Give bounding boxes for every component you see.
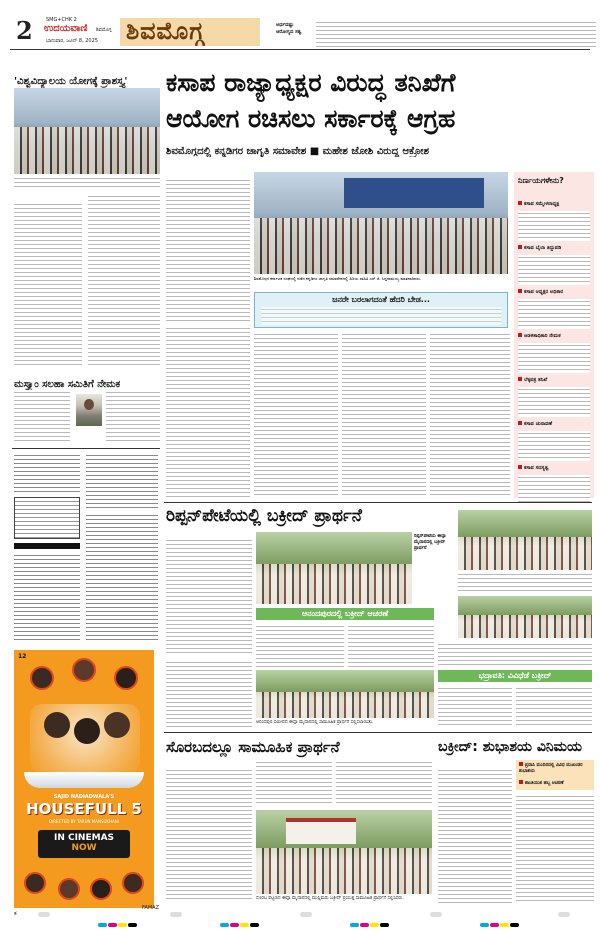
side-block-title: ಅರ್ಧದಷ್ಟು ಆರೋಗ್ಯದ ಸತ್ವ xyxy=(276,22,302,35)
sidebar-item-7 xyxy=(518,454,590,494)
sidebar-item-3-text: ಕಸಾಪ ಅಧ್ಯಕ್ಷರ ಅಧಿಕಾರ xyxy=(524,289,564,295)
main-photo-caption-text: ಶಿವಮೊಗ್ಗದ ಕರ್ನಾಟಕ ಸಂಘದಲ್ಲಿ ನಡೆದ ಕನ್ನಡಿಗರ ಜಾಗೃತಿ ಸಮಾವೇಶದಲ್ಲಿ ಹಿರಿಯ ಸಾಹಿತಿ ಎಸ್.ಜಿ. ಸಿದ್ದರಾಮಯ್ಯ ಮಾತನಾಡಿದರು. xyxy=(254,276,508,288)
classified-4-dark xyxy=(14,543,80,549)
main-headline-2: ಆಯೋಗ ರಚಿಸಲು ಸರ್ಕಾರಕ್ಕೆ ಆಗ್ರಹ xyxy=(166,104,456,133)
soraba-headline: ಸೊರಬದಲ್ಲೂ ಸಾಮೂಹಿಕ ಪ್ರಾರ್ಥನೆ xyxy=(166,738,340,756)
ad-cta xyxy=(38,830,130,858)
bakrid-photo-2-caption xyxy=(458,572,592,592)
ad-hero-2 xyxy=(74,718,100,744)
anandapura-caption: ಆನಂದಪುರ ಸಮೀಪದ ಈದ್ಗಾ ಮೈದಾನದಲ್ಲಿ ಸಾಮೂಹಿಕ ಪ್ರಾರ್ಥನೆ ಸಲ್ಲಿಸಲಾಯಿತು. xyxy=(256,720,374,725)
anandapura-headline: ಆನಂದಪುರದಲ್ಲಿ ಬಕ್ರೀದ್ ಆಚರಣೆ xyxy=(301,609,389,618)
footer-swatch-magenta xyxy=(108,923,117,927)
ad-subtitle: DIRECTED BY TARUN MANSUKHANI xyxy=(49,819,119,824)
footer-color-strip-2 xyxy=(220,912,260,931)
footer-reg-mark-5 xyxy=(558,912,570,917)
main-body-col-2 xyxy=(166,326,250,498)
footer-reg-mark-2 xyxy=(170,912,182,917)
ad-figure-3 xyxy=(114,666,138,690)
ad-center-figures xyxy=(30,704,140,774)
sidebar-item-6-text: ಕಸಾಪ ಚುನಾವಣೆ xyxy=(524,421,553,427)
ad-figure-2 xyxy=(72,658,96,682)
bakrid-photo-2 xyxy=(458,510,592,570)
footer-swatch-cyan-2 xyxy=(220,923,229,927)
soraba-body-3 xyxy=(336,760,432,806)
classifieds-block xyxy=(12,448,160,646)
bakrid-photo-1-people xyxy=(256,564,412,604)
ad-bottom-1 xyxy=(24,872,46,894)
bakrid-photo-2-people xyxy=(458,537,592,570)
ad-bottom-2 xyxy=(58,878,80,900)
bhadravathi-headline: ಭದ್ರಾವತಿ: ವಿವಿಧೆಡೆ ಬಕ್ರೀದ್ xyxy=(478,671,552,680)
sidebar-item-6 xyxy=(518,410,590,450)
highlight-box-body xyxy=(261,307,501,325)
classified-6 xyxy=(86,513,158,643)
footer-reg-mark-3 xyxy=(300,912,312,917)
sidebar-item-5-text: ಲೆಕ್ಕಪತ್ರ ತನಿಖೆ xyxy=(524,377,548,383)
main-photo-people xyxy=(254,218,508,274)
footer-swatch-black xyxy=(128,923,137,927)
bakrid-left-continue xyxy=(166,660,252,728)
anandapura-body-2 xyxy=(348,624,434,668)
ad-cta-line2: NOW xyxy=(71,843,97,853)
soraba-photo-people xyxy=(256,848,432,894)
footer-swatch-yellow-2 xyxy=(240,923,249,927)
main-photo-banner xyxy=(344,178,484,208)
footer-swatch-black-3 xyxy=(380,923,389,927)
highlight-box-title: ಜನರೇ ಬರಲಾಗದಂತೆ ಹೆದರಿ ಬೇಡ... xyxy=(332,295,430,304)
sidebar-title: ನಿರ್ಣಯಗಳೇನು? xyxy=(518,176,564,185)
bakrid-body xyxy=(166,538,252,656)
shubhashaya-headline: ಬಕ್ರೀದ್: ಶುಭಾಶಯ ವಿನಿಮಯ xyxy=(438,739,582,755)
anandapura-body-1 xyxy=(256,624,344,668)
shubhashaya-body-2 xyxy=(516,794,594,904)
header-rule xyxy=(10,49,590,50)
footer-color-strip-3 xyxy=(350,912,390,931)
sidebar-item-1 xyxy=(518,190,590,230)
ad-bottom-figures xyxy=(22,864,146,904)
footer-right-mark: FAMAZ xyxy=(142,905,159,911)
classified-5 xyxy=(14,553,80,643)
ad-top-figures xyxy=(24,658,144,696)
footer-bar xyxy=(10,905,590,924)
bhadravathi-body-1 xyxy=(438,686,512,728)
bhadravathi-photo-people xyxy=(458,615,592,638)
sidebar-item-5 xyxy=(518,366,590,406)
soraba-photo xyxy=(256,810,432,894)
movie-ad xyxy=(14,650,154,908)
main-subhead: ಶಿವಮೊಗ್ಗದಲ್ಲಿ ಕನ್ನಡಿಗರ ಜಾಗೃತಿ ಸಮಾವೇಶ ■ ಮಹೇಶ ಜೋಶಿ ವಿರುದ್ಧ ಆಕ್ರೋಶ xyxy=(166,146,430,157)
classified-2 xyxy=(86,453,158,509)
bakrid-photo-caption: ರಿಪ್ಪನ್‌ಪೇಟೆಯ ಈದ್ಗಾ ಮೈದಾನದಲ್ಲಿ ಬಕ್ರೀದ್ ಪ್ರಾರ್ಥನೆ xyxy=(414,534,446,551)
left-mid-headline xyxy=(14,372,160,390)
header-side-text xyxy=(316,20,596,48)
footer-swatch-magenta-2 xyxy=(230,923,239,927)
shubhashaya-body-1 xyxy=(438,768,512,904)
main-body-col-5 xyxy=(430,332,510,498)
anandapura-photo xyxy=(256,670,434,718)
footer-swatch-cyan-4 xyxy=(480,923,489,927)
soraba-body-2 xyxy=(256,760,332,806)
bhadravathi-photo xyxy=(458,596,592,638)
classified-3 xyxy=(14,497,80,539)
ad-badge: 12 xyxy=(18,653,27,660)
left-top-headline-text: 'ವಿಶ್ವವಿದ್ಯಾಲಯ ಯೋಗಕ್ಕೆ ಪ್ರಾಶಸ್ತ್ಯ' xyxy=(14,76,128,87)
sidebar-item-2-text: ಕಸಾಪ ಬೈಲಾ ತಿದ್ದುಪಡಿ xyxy=(524,245,562,251)
bhadravathi-body-2 xyxy=(516,686,592,728)
sidebar-item-3 xyxy=(518,278,590,318)
shubhashaya-bullet-1-text: ಪ್ರವಾಸಿ ಮಂದಿರದಲ್ಲಿ ವಿವಿಧ ಮುಖಂಡರ ಶುಭಾಶಯ xyxy=(519,763,583,774)
bhadravathi-caption xyxy=(438,642,592,666)
ad-hero-3 xyxy=(104,712,130,738)
footer-swatch-black-4 xyxy=(510,923,519,927)
main-photo xyxy=(254,172,508,274)
portrait-head xyxy=(84,399,94,410)
footer-swatch-yellow-3 xyxy=(370,923,379,927)
classified-1 xyxy=(14,453,80,493)
footer-color-strip-4 xyxy=(480,912,520,931)
sidebar-item-4-text: ಆಡಳಿತಾಧಿಕಾರಿ ನೇಮಕ xyxy=(524,333,561,339)
sidebar-item-7-text: ಕಸಾಪ ಸದಸ್ಯತ್ವ xyxy=(524,465,549,471)
footer-swatch-cyan xyxy=(98,923,107,927)
bhadravathi-band xyxy=(438,670,592,682)
main-body-col-1 xyxy=(166,178,250,322)
main-headline-1: ಕಸಾಪ ರಾಜ್ಯಾಧ್ಯಕ್ಷರ ವಿರುದ್ಧ ತನಿಖೆಗೆ xyxy=(166,68,456,97)
left-top-caption xyxy=(14,176,160,190)
ad-brand-line: SAJID NADIADWALA'S xyxy=(53,794,115,800)
resolutions-sidebar xyxy=(514,172,594,498)
soraba-caption: ಸೊರಬ ಪಟ್ಟಣದ ಈದ್ಗಾ ಮೈದಾನದಲ್ಲಿ ಮುಸ್ಲಿಮರು ಬಕ್ರೀದ್ ಪ್ರಯುಕ್ತ ಸಾಮೂಹಿಕ ಪ್ರಾರ್ಥನೆ ಸಲ್ಲಿಸಿದರು. xyxy=(256,896,404,901)
shubhashaya-bullet-1 xyxy=(519,762,591,775)
sidebar-item-4 xyxy=(518,322,590,362)
soraba-body-1 xyxy=(166,768,252,902)
paper-name: ಉದಯವಾಣಿ xyxy=(44,23,88,34)
ad-hero-1 xyxy=(44,712,70,738)
footer-swatch-yellow-4 xyxy=(500,923,509,927)
footer-swatch-cyan-3 xyxy=(350,923,359,927)
ad-bottom-4 xyxy=(122,872,144,894)
ad-figure-1 xyxy=(30,666,54,690)
highlight-box xyxy=(254,292,508,328)
ad-bottom-3 xyxy=(90,878,112,900)
left-mid-headline-text: ಮಸ್ತ್ಯಾಂ ಸಲಹಾ ಸಮಿತಿಗೆ ನೇಮಕ xyxy=(14,379,121,390)
left-col-body-a xyxy=(14,202,82,368)
ad-cta-line1: IN CINEMAS xyxy=(53,833,115,843)
page-number: 2 xyxy=(16,16,33,45)
shubhashaya-bullet-2 xyxy=(519,780,591,787)
ad-title: HOUSEFULL 5 xyxy=(26,800,142,818)
left-top-photo xyxy=(14,88,160,174)
shubhashaya-box xyxy=(516,760,594,790)
main-body-col-3 xyxy=(254,332,338,498)
sidebar-item-2 xyxy=(518,234,590,274)
masthead xyxy=(10,14,600,48)
lower-rule xyxy=(164,732,592,733)
footer-swatch-black-2 xyxy=(250,923,259,927)
edition-tag: ಶಿವಮೊಗ್ಗ xyxy=(96,27,112,33)
footer-swatch-magenta-3 xyxy=(360,923,369,927)
footer-swatch-magenta-4 xyxy=(490,923,499,927)
anandapura-band xyxy=(256,608,434,620)
shubhashaya-bullet-2-text: ಶಾಂತಿಯುತ ಹಬ್ಬ ಆಚರಣೆ xyxy=(525,781,564,786)
soraba-photo-building xyxy=(286,818,356,844)
left-top-photo-people xyxy=(14,127,160,174)
footer-left-mark: ಕ xyxy=(14,910,17,917)
left-top-headline xyxy=(14,69,160,87)
left-col-body-b xyxy=(88,194,160,368)
sidebar-item-1-text: ಕಸಾಪ ಸಮ್ಮೇಳನಾಧ್ಯಕ್ಷ xyxy=(524,201,560,207)
footer-reg-mark-4 xyxy=(430,912,442,917)
edition-code: SMG+CHK 2 xyxy=(46,17,77,23)
footer-swatch-yellow xyxy=(118,923,127,927)
ad-ship xyxy=(24,772,144,788)
issue-date: ಭಾನುವಾರ, ಜೂನ್ 8, 2025 xyxy=(46,38,98,44)
section-title: ಶಿವಮೊಗ್ಗ xyxy=(126,17,205,45)
left-mid-body-2 xyxy=(106,390,160,442)
left-mid-body xyxy=(14,390,70,442)
bakrid-headline: ರಿಪ್ಪನ್‌ಪೇಟೆಯಲ್ಲಿ ಬಕ್ರೀದ್ ಪ್ರಾರ್ಥನೆ xyxy=(166,506,362,526)
mid-rule xyxy=(164,502,592,503)
main-body-col-4 xyxy=(342,332,426,498)
anandapura-photo-people xyxy=(256,692,434,718)
sidebar-item-7-body xyxy=(518,475,590,505)
footer-reg-mark-1 xyxy=(38,912,50,917)
bakrid-photo-1 xyxy=(256,532,412,604)
footer-color-strip-1 xyxy=(98,912,138,931)
portrait-photo xyxy=(76,394,102,426)
